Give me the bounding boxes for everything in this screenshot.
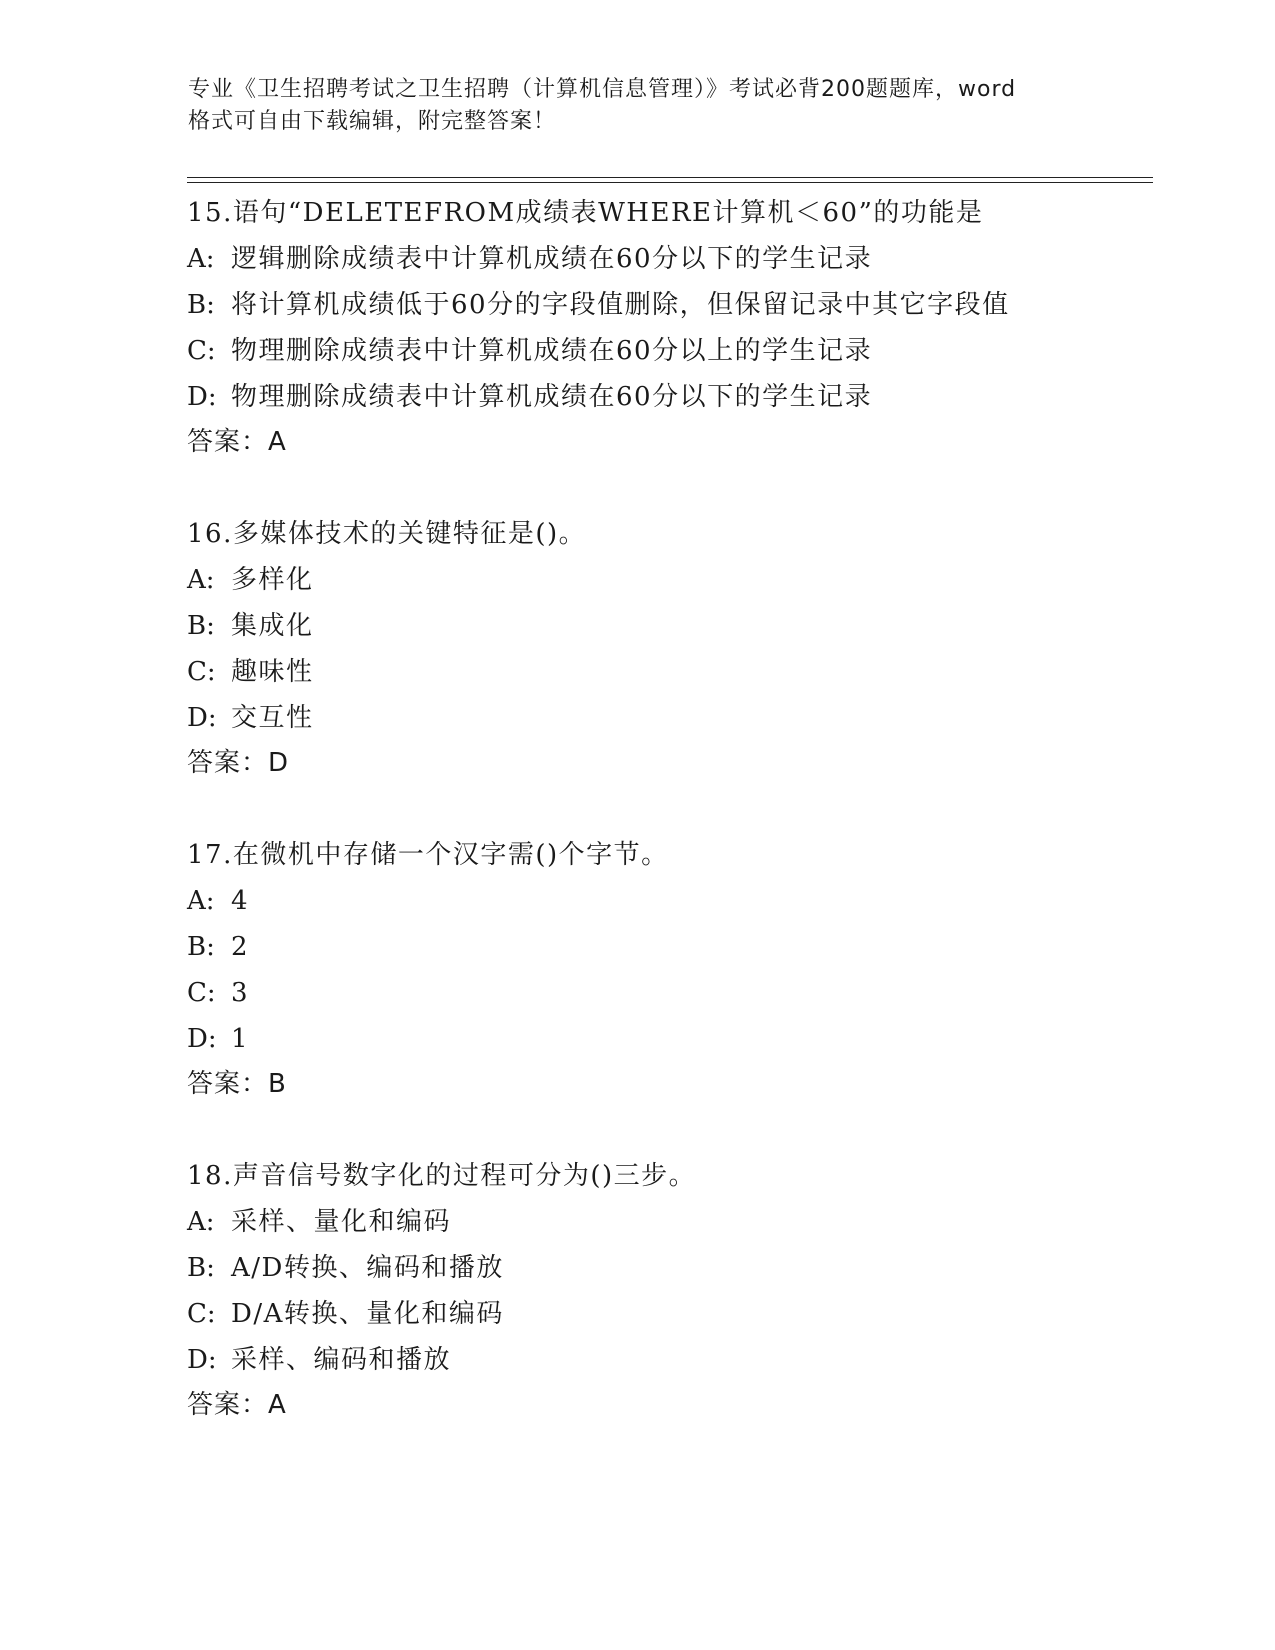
header-divider-bottom <box>187 182 1153 183</box>
option-letter: A: <box>187 886 215 916</box>
option-d <box>187 1016 1147 1062</box>
option-a <box>187 557 1147 603</box>
option-text: D/A转换、量化和编码 <box>231 1299 504 1329</box>
option-letter: B: <box>187 611 215 641</box>
option-c <box>187 649 1147 695</box>
option-letter: B: <box>187 290 215 320</box>
option-letter: D: <box>187 1345 217 1375</box>
option-text: 4 <box>231 886 250 916</box>
answer-label: 答案：D <box>187 748 290 778</box>
option-letter: C: <box>187 978 216 1008</box>
answer-label: 答案：A <box>187 427 287 457</box>
option-letter: D: <box>187 382 217 412</box>
option-letter: D: <box>187 1024 217 1054</box>
answer-label: 答案：B <box>187 1069 287 1099</box>
option-letter: B: <box>187 932 215 962</box>
option-text: 将计算机成绩低于60分的字段值删除，但保留记录中其它字段值 <box>231 290 1010 320</box>
question-stem: 16.多媒体技术的关键特征是()。 <box>187 519 587 549</box>
option-letter: A: <box>187 565 215 595</box>
option-a <box>187 1199 1147 1245</box>
option-c <box>187 970 1147 1016</box>
option-a <box>187 878 1147 924</box>
question-stem: 17.在微机中存储一个汉字需()个字节。 <box>187 840 669 870</box>
option-b <box>187 1245 1147 1291</box>
option-text: 1 <box>231 1024 250 1054</box>
option-text: 3 <box>231 978 250 1008</box>
question-15 <box>187 190 1147 464</box>
option-text: 交互性 <box>231 703 314 733</box>
option-b <box>187 924 1147 970</box>
option-c <box>187 328 1147 374</box>
option-letter: B: <box>187 1253 215 1283</box>
option-letter: C: <box>187 1299 216 1329</box>
question-17 <box>187 832 1147 1106</box>
option-letter: D: <box>187 703 217 733</box>
answer-label: 答案：A <box>187 1390 287 1420</box>
option-text: A/D转换、编码和播放 <box>231 1253 504 1283</box>
option-text: 趣味性 <box>231 657 314 687</box>
option-text: 采样、量化和编码 <box>231 1207 452 1237</box>
option-text: 物理删除成绩表中计算机成绩在60分以上的学生记录 <box>231 336 873 366</box>
option-text: 集成化 <box>231 611 314 641</box>
option-text: 2 <box>231 932 250 962</box>
option-letter: C: <box>187 336 216 366</box>
header-title-line-1: 专业《卫生招聘考试之卫生招聘（计算机信息管理）》考试必背200题题库，word <box>188 77 1017 102</box>
header-title-line-2: 格式可自由下载编辑，附完整答案！ <box>188 109 557 134</box>
question-stem: 18.声音信号数字化的过程可分为()三步。 <box>187 1161 697 1191</box>
option-a <box>187 236 1147 282</box>
question-18 <box>187 1153 1147 1427</box>
header-divider-top <box>187 177 1153 178</box>
option-text: 逻辑删除成绩表中计算机成绩在60分以下的学生记录 <box>231 244 873 274</box>
option-d <box>187 695 1147 741</box>
option-text: 采样、编码和播放 <box>231 1345 452 1375</box>
option-text: 多样化 <box>231 565 314 595</box>
document-header <box>188 74 1088 138</box>
option-letter: C: <box>187 657 216 687</box>
question-16 <box>187 511 1147 785</box>
option-text: 物理删除成绩表中计算机成绩在60分以下的学生记录 <box>231 382 873 412</box>
option-d <box>187 374 1147 420</box>
option-d <box>187 1337 1147 1383</box>
option-b <box>187 282 1147 328</box>
option-b <box>187 603 1147 649</box>
option-letter: A: <box>187 244 215 274</box>
question-list <box>187 190 1147 1474</box>
question-stem: 15.语句“DELETEFROM成绩表WHERE计算机＜60”的功能是 <box>187 198 984 228</box>
option-c <box>187 1291 1147 1337</box>
option-letter: A: <box>187 1207 215 1237</box>
